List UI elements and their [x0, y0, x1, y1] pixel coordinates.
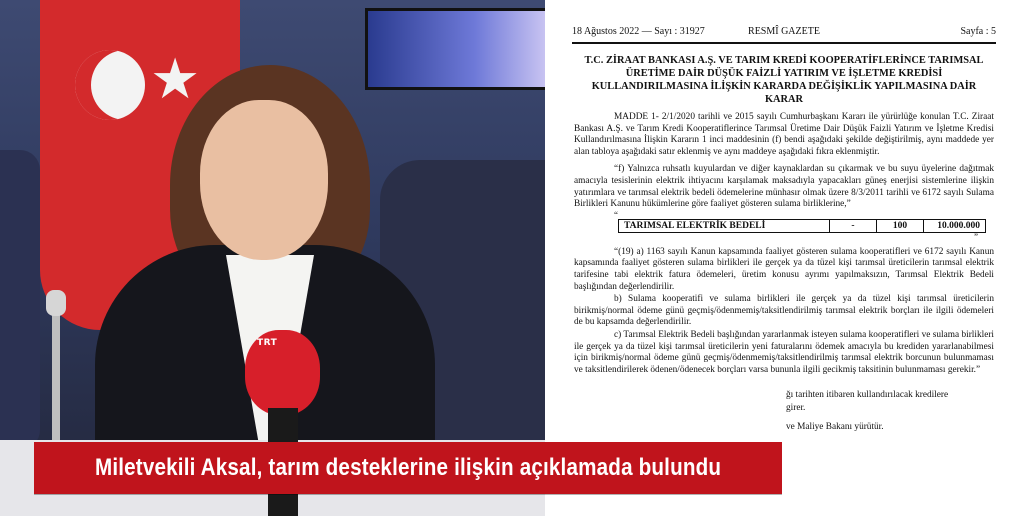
gazette-header [572, 26, 996, 44]
clause-f-text: “f) Yalnızca ruhsatlı kuyulardan ve diğer kaynaklardan su çıkarmak ve bu suyu üyelerine dağıtmak amacıyla tesislerinin elektrik ihtiyacını karşılamak maksadıyla yapacakları güneş enerjisi sistemlerine ilişkin yatırımlara ve tarımsal elektrik bedeli ödemelerine münhasır olmak üzere 8/3/2011 tarihli ve 6172 sayılı Sulama Birlikleri Kanunu hükümlerine göre faaliyet gösteren sulama birliklerine,” [574, 164, 994, 210]
amendment-table [618, 219, 986, 233]
microphone-icon [46, 290, 66, 316]
flag-crescent-icon [75, 50, 145, 120]
issue-date: 18 Ağustos 2022 — Sayı : 31927 [572, 26, 705, 37]
article-3-fragment: ve Maliye Bakanı yürütür. [786, 422, 884, 433]
chair-left [0, 150, 40, 450]
microphone-brand-label: TRT [257, 338, 278, 348]
background-monitor [365, 8, 545, 90]
quote-open: “ [614, 209, 618, 220]
microphone-stand [52, 300, 60, 460]
gazette-page [558, 14, 1010, 516]
table-cell-col2: - [830, 219, 877, 232]
quote-close: ” [974, 231, 978, 242]
decision-title: T.C. ZİRAAT BANKASI A.Ş. VE TARIM KREDİ KOOPERATİFLERİNCE TARIMSAL ÜRETİME DAİR DÜŞÜK FAİZLİ YATIRIM VE İŞLETME KREDİSİ KULLANDIRILMASINA İLİŞKİN KARARDA DEĞİŞİKLİK YAPILMASINA DAİR KARAR [584, 55, 984, 105]
clause-19b-text: b) Sulama kooperatifi ve sulama birlikleri ile gerçek ya da tüzel kişi tarımsal üreticilerin birikmiş/normal ödeme günü geçmiş/ödenmemiş/taksitlendirilmiş tarımsal elektrik borçları ile ilgili ödemeleri de bu kapsamda değerlendirilir. [574, 294, 994, 328]
page-number: Sayfa : 5 [960, 26, 996, 37]
table-row [619, 219, 986, 232]
table-cell-col3: 100 [877, 219, 924, 232]
clause-19c-text: c) Tarımsal Elektrik Bedeli başlığından yararlanmak isteyen sulama kooperatifleri ve sulama birlikleri ile gerçek ya da tüzel kişi tarımsal üreticilerin yeni faturalarını ödemek amacıyla bu krediden yararlanabilmesi için birikmiş/normal ödeme günü geçmiş/ödenmemiş/taksitlendirilmiş tarımsal elektrik borcunun bulunmaması ve taksitlendirilerek ödenen/ödenecek borçları varsa bununla ilgili gecikmiş taksitinin bulunmaması gerekir.” [574, 329, 994, 375]
article-2-fragment: ğı tarihten itibaren kullandırılacak kredilere [786, 390, 949, 401]
gazette-name: RESMÎ GAZETE [748, 26, 820, 37]
headline-banner [34, 442, 782, 494]
article-2-fragment-end: girer. [786, 402, 806, 413]
table-cell-name: TARIMSAL ELEKTRİK BEDELİ [619, 219, 830, 232]
flag-star-icon: ★ [150, 47, 201, 112]
table-cell-col4: 10.000.000 [924, 219, 986, 232]
clause-19a-text: “(19) a) 1163 sayılı Kanun kapsamında faaliyet gösteren sulama kooperatifleri ve 6172 sayılı Kanun kapsamında faaliyet gösteren sulama birlikleri ile gerçek ya da tüzel kişi tarımsal üreticilerin tarımsal elektrik tarifesine tabi elektrik fatura ödemeleri, üretim konusu ayrımı yapılmaksızın, Tarımsal Elektrik Bedeli başlığından değerlendirilir. [574, 246, 994, 292]
article-1-text: MADDE 1- 2/1/2020 tarihli ve 2015 sayılı Cumhurbaşkanı Kararı ile yürürlüğe konulan T.C. Ziraat Bankası A.Ş. ve Tarım Kredi Kooperatiflerince Tarımsal Üretime Dair Düşük Faizli Yatırım ve İşletme Kredisi Kullandırılmasına İlişkin Kararın 1 inci maddesinin (f) bendi aşağıdaki şekilde değiştirilmiş, aynı maddede yer alan tabloya aşağıdaki satır eklenmiş ve aynı maddeye aşağıdaki fıkra eklenmiştir. [574, 112, 994, 157]
headline-text: Miletvekili Aksal, tarım desteklerine ilişkin açıklamada bulundu [94, 454, 722, 481]
person-face [200, 100, 328, 260]
